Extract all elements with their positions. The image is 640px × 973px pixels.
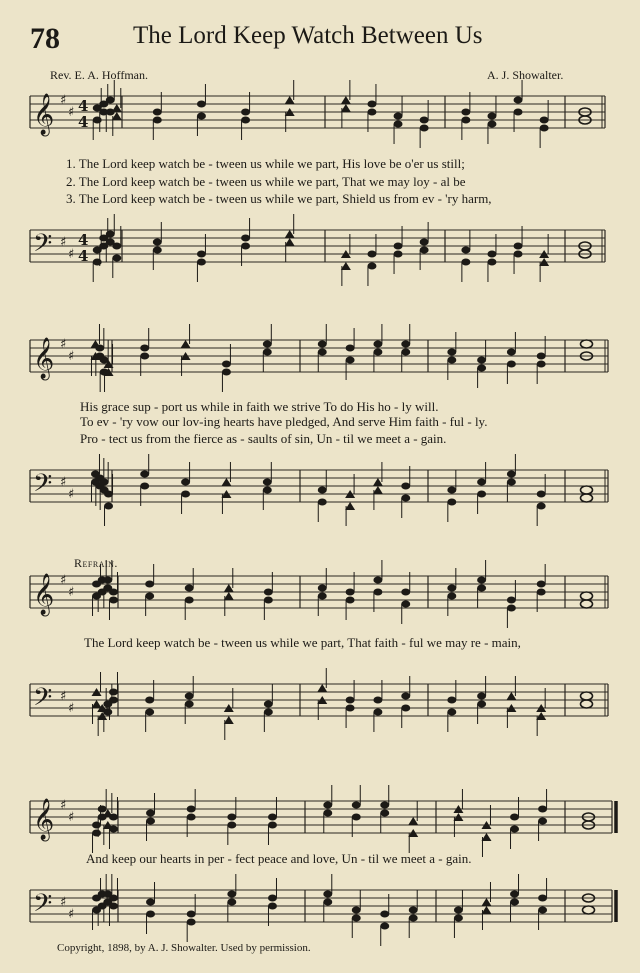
note-head <box>103 709 112 716</box>
note-head <box>538 907 547 914</box>
note-head <box>420 239 429 246</box>
note-head <box>447 487 456 494</box>
note-head <box>222 369 231 376</box>
note-head <box>454 915 463 922</box>
note-head <box>514 251 523 258</box>
note-head <box>373 709 382 716</box>
note-head <box>447 349 456 356</box>
system1-treble-staff <box>0 92 640 142</box>
note-head <box>263 479 272 486</box>
system2-bass-staff <box>0 466 640 516</box>
sharp-icon: ♯ <box>68 585 75 600</box>
note-head <box>510 891 519 898</box>
note-head <box>227 891 236 898</box>
note-head <box>109 814 118 821</box>
refrain-line1: The Lord keep watch be - tween us while we part, That faith - ful we may re - main, <box>84 635 521 650</box>
sharp-icon: ♯ <box>60 798 67 813</box>
sharp-icon: ♯ <box>68 487 75 502</box>
whole-note <box>581 600 593 608</box>
note-head <box>373 341 382 348</box>
note-head <box>197 101 206 108</box>
note-head <box>323 899 332 906</box>
sharp-icon: ♯ <box>60 475 67 490</box>
note-head <box>181 491 190 498</box>
note-head <box>187 919 196 926</box>
note-head <box>461 109 470 116</box>
note-head <box>346 345 355 352</box>
sharp-icon: ♯ <box>68 810 75 825</box>
note-head <box>514 97 523 104</box>
note-head <box>537 589 546 596</box>
note-head <box>373 589 382 596</box>
sharp-icon: ♯ <box>68 105 75 120</box>
note-head <box>510 814 519 821</box>
note-head <box>241 235 250 242</box>
note-head <box>145 593 154 600</box>
note-head <box>93 259 102 266</box>
note-head <box>380 802 389 809</box>
note-head <box>461 259 470 266</box>
system1-verse1: 1. The Lord keep watch be - tween us while we part, His love be o'er us still; <box>66 156 465 171</box>
sharp-icon: ♯ <box>60 93 67 108</box>
system1-bass-staff <box>0 226 640 276</box>
sharp-icon: ♯ <box>68 349 75 364</box>
note-head <box>264 597 273 604</box>
note-head <box>185 585 194 592</box>
system4-treble-staff <box>0 797 640 847</box>
time-signature-top: 4 <box>78 231 89 249</box>
note-head <box>461 117 470 124</box>
note-head <box>181 479 190 486</box>
note-head <box>241 243 250 250</box>
note-head <box>507 361 516 368</box>
note-head <box>318 341 327 348</box>
note-head <box>507 597 516 604</box>
note-head <box>187 911 196 918</box>
note-head <box>109 895 118 902</box>
note-head <box>447 499 456 506</box>
time-signature-bottom: 4 <box>78 247 89 265</box>
note-head <box>352 915 361 922</box>
note-head <box>401 693 410 700</box>
note-head <box>537 491 546 498</box>
sharp-icon: ♯ <box>60 689 67 704</box>
note-head <box>507 479 516 486</box>
note-head <box>263 349 272 356</box>
note-head <box>447 585 456 592</box>
note-head <box>146 810 155 817</box>
note-head <box>187 814 196 821</box>
note-head <box>323 802 332 809</box>
time-signature-top: 4 <box>78 97 89 115</box>
sharp-icon: ♯ <box>60 337 67 352</box>
note-head <box>373 577 382 584</box>
note-head <box>477 365 486 372</box>
whole-note <box>581 486 593 494</box>
note-head <box>106 231 115 238</box>
note-head <box>241 109 250 116</box>
note-head <box>447 593 456 600</box>
note-head <box>514 109 523 116</box>
system2-treble-staff <box>0 336 640 386</box>
note-head <box>264 589 273 596</box>
note-head <box>268 814 277 821</box>
system1-verse2: 2. The Lord keep watch be - tween us while we part, That we may loy - al be <box>66 174 466 189</box>
note-head <box>146 911 155 918</box>
note-head <box>367 109 376 116</box>
note-head <box>401 495 410 502</box>
note-head <box>447 697 456 704</box>
note-head <box>92 822 101 829</box>
note-head <box>268 903 277 910</box>
note-head <box>380 810 389 817</box>
sharp-icon: ♯ <box>60 573 67 588</box>
treble-clef-icon: 𝄞 <box>33 338 55 379</box>
note-head <box>477 479 486 486</box>
note-head <box>100 479 109 486</box>
note-head <box>318 349 327 356</box>
note-head <box>477 577 486 584</box>
hymn-title: The Lord Keep Watch Between Us <box>133 22 483 49</box>
note-head <box>514 243 523 250</box>
note-head <box>318 487 327 494</box>
note-head <box>507 349 516 356</box>
note-head <box>487 121 496 128</box>
note-head <box>409 907 418 914</box>
note-head <box>109 689 118 696</box>
note-head <box>197 259 206 266</box>
note-head <box>263 487 272 494</box>
note-head <box>477 701 486 708</box>
note-head <box>95 345 104 352</box>
note-head <box>268 822 277 829</box>
system2-verse3: Pro - tect us from the fierce as - saults of sin, Un - til we meet a - gain. <box>80 431 447 446</box>
whole-note <box>581 340 593 348</box>
note-head <box>537 353 546 360</box>
note-head <box>106 97 115 104</box>
refrain-line2: And keep our hearts in per - fect peace and love, Un - til we meet a - gain. <box>86 851 472 866</box>
note-head <box>109 697 118 704</box>
time-signature-bottom: 4 <box>78 113 89 131</box>
whole-note <box>581 692 593 700</box>
note-head <box>373 697 382 704</box>
note-head <box>185 597 194 604</box>
whole-note <box>581 700 593 708</box>
note-head <box>185 701 194 708</box>
note-head <box>461 247 470 254</box>
note-head <box>420 117 429 124</box>
lyricist-credit: Rev. E. A. Hoffman. <box>50 68 148 82</box>
note-head <box>346 705 355 712</box>
note-head <box>140 483 149 490</box>
note-head <box>318 585 327 592</box>
bass-clef-icon: 𝄢 <box>33 229 53 264</box>
note-head <box>346 597 355 604</box>
composer-credit: A. J. Showalter. <box>487 68 564 82</box>
note-head <box>103 577 112 584</box>
note-head <box>507 471 516 478</box>
note-head <box>140 353 149 360</box>
note-head <box>104 503 113 510</box>
note-head <box>538 895 547 902</box>
note-head <box>346 697 355 704</box>
note-head <box>227 814 236 821</box>
note-head <box>104 491 113 498</box>
note-head <box>227 899 236 906</box>
note-head <box>394 251 403 258</box>
bass-clef-icon: 𝄢 <box>33 683 53 718</box>
system2-verse2: To ev - 'ry vow our lov-ing hearts have pledged, And serve Him faith - ful - ly. <box>80 414 488 429</box>
note-head <box>420 125 429 132</box>
whole-note <box>581 592 593 600</box>
note-head <box>153 117 162 124</box>
note-head <box>477 585 486 592</box>
note-head <box>145 581 154 588</box>
note-head <box>510 899 519 906</box>
sharp-icon: ♯ <box>60 235 67 250</box>
note-head <box>394 243 403 250</box>
sharp-icon: ♯ <box>68 907 75 922</box>
note-head <box>323 891 332 898</box>
note-head <box>146 818 155 825</box>
note-head <box>401 341 410 348</box>
note-head <box>487 251 496 258</box>
note-head <box>537 581 546 588</box>
sharp-icon: ♯ <box>68 247 75 262</box>
system3-bass-staff <box>0 680 640 730</box>
note-head <box>109 903 118 910</box>
note-head <box>401 589 410 596</box>
note-head <box>538 818 547 825</box>
system2-verse1: His grace sup - port us while in faith we strive To do His ho - ly will. <box>80 399 439 414</box>
note-head <box>537 361 546 368</box>
note-head <box>346 357 355 364</box>
note-head <box>241 117 250 124</box>
note-head <box>346 589 355 596</box>
copyright-notice: Copyright, 1898, by A. J. Showalter. Used by permission. <box>57 942 311 954</box>
note-head <box>477 693 486 700</box>
note-head <box>323 810 332 817</box>
note-head <box>92 830 101 837</box>
note-head <box>401 705 410 712</box>
sharp-icon: ♯ <box>60 895 67 910</box>
note-head <box>109 589 118 596</box>
note-head <box>222 361 231 368</box>
note-head <box>454 907 463 914</box>
note-head <box>227 822 236 829</box>
note-head <box>394 113 403 120</box>
note-head <box>109 597 118 604</box>
note-head <box>538 806 547 813</box>
treble-clef-icon: 𝄞 <box>33 94 55 135</box>
note-head <box>352 814 361 821</box>
note-head <box>185 693 194 700</box>
note-head <box>264 701 273 708</box>
note-head <box>318 593 327 600</box>
system1-verse3: 3. The Lord keep watch be - tween us while we part, Shield us from ev - 'ry harm, <box>66 191 492 206</box>
note-head <box>98 806 107 813</box>
treble-clef-icon: 𝄞 <box>33 574 55 615</box>
note-head <box>401 483 410 490</box>
treble-clef-icon: 𝄞 <box>33 799 55 840</box>
note-head <box>487 113 496 120</box>
note-head <box>380 923 389 930</box>
note-head <box>487 259 496 266</box>
note-head <box>145 709 154 716</box>
note-head <box>477 491 486 498</box>
note-head <box>263 341 272 348</box>
note-head <box>140 471 149 478</box>
note-head <box>187 806 196 813</box>
note-head <box>401 349 410 356</box>
system4-bass-staff <box>0 886 640 936</box>
note-head <box>197 113 206 120</box>
note-head <box>112 255 121 262</box>
bass-clef-icon: 𝄢 <box>33 889 53 924</box>
hymn-number: 78 <box>30 22 60 55</box>
note-head <box>394 121 403 128</box>
note-head <box>268 895 277 902</box>
note-head <box>153 247 162 254</box>
note-head <box>373 349 382 356</box>
note-head <box>197 251 206 258</box>
note-head <box>401 601 410 608</box>
note-head <box>447 709 456 716</box>
note-head <box>352 907 361 914</box>
note-head <box>153 239 162 246</box>
note-head <box>264 709 273 716</box>
note-head <box>318 499 327 506</box>
note-head <box>352 802 361 809</box>
note-head <box>540 117 549 124</box>
note-head <box>93 117 102 124</box>
note-head <box>510 826 519 833</box>
refrain-label: Refrain. <box>74 556 118 570</box>
note-head <box>367 251 376 258</box>
note-head <box>367 101 376 108</box>
note-head <box>537 503 546 510</box>
note-head <box>447 357 456 364</box>
note-head <box>380 911 389 918</box>
note-head <box>420 247 429 254</box>
sharp-icon: ♯ <box>68 701 75 716</box>
note-head <box>140 345 149 352</box>
whole-note <box>583 906 595 914</box>
whole-note <box>581 494 593 502</box>
note-head <box>145 697 154 704</box>
note-head <box>153 109 162 116</box>
note-head <box>409 915 418 922</box>
note-head <box>367 263 376 270</box>
note-head <box>146 899 155 906</box>
note-head <box>477 357 486 364</box>
system3-treble-staff <box>0 572 640 622</box>
note-head <box>507 605 516 612</box>
note-head <box>109 826 118 833</box>
bass-clef-icon: 𝄢 <box>33 469 53 504</box>
note-head <box>540 125 549 132</box>
note-head <box>112 243 121 250</box>
